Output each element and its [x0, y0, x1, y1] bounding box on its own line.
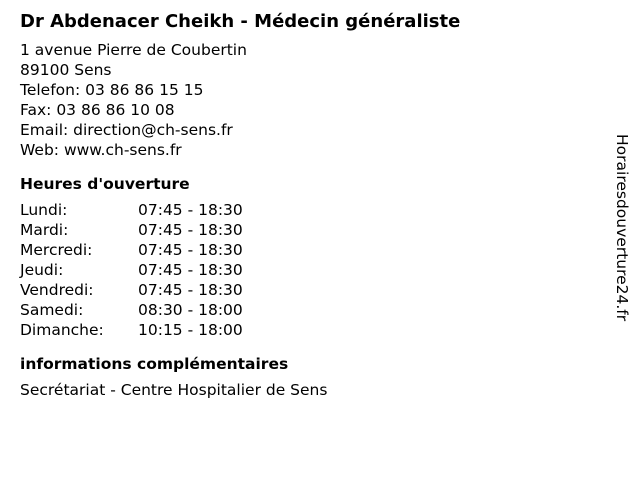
hours-day: Samedi: [20, 301, 84, 319]
phone-number: Telefon: 03 86 86 15 15 [20, 81, 204, 99]
additional-info-text: Secrétariat - Centre Hospitalier de Sens [20, 381, 328, 399]
email-address: Email: direction@ch-sens.fr [20, 121, 233, 139]
hours-row-thursday [20, 260, 600, 280]
opening-hours-heading: Heures d'ouverture [20, 175, 190, 193]
business-card [20, 8, 600, 400]
hours-row-monday [20, 200, 600, 220]
opening-hours-table [20, 200, 600, 340]
address-street: 1 avenue Pierre de Coubertin [20, 41, 247, 59]
contact-block [20, 40, 600, 160]
additional-info-heading: informations complémentaires [20, 355, 289, 373]
hours-day: Vendredi: [20, 281, 94, 299]
website: Web: www.ch-sens.fr [20, 141, 182, 159]
hours-time: 07:45 - 18:30 [138, 201, 243, 219]
watermark-text: Horairesdouverture24.fr [613, 134, 631, 322]
hours-row-sunday [20, 320, 600, 340]
hours-row-saturday [20, 300, 600, 320]
hours-row-friday [20, 280, 600, 300]
page-title: Dr Abdenacer Cheikh - Médecin généraliste [20, 11, 461, 32]
hours-day: Lundi: [20, 201, 68, 219]
hours-time: 07:45 - 18:30 [138, 221, 243, 239]
address-city: 89100 Sens [20, 61, 112, 79]
hours-day: Mercredi: [20, 241, 93, 259]
hours-row-tuesday [20, 220, 600, 240]
hours-time: 07:45 - 18:30 [138, 281, 243, 299]
hours-row-wednesday [20, 240, 600, 260]
hours-time: 07:45 - 18:30 [138, 261, 243, 279]
hours-day: Dimanche: [20, 321, 104, 339]
hours-time: 08:30 - 18:00 [138, 301, 243, 319]
hours-day: Jeudi: [20, 261, 64, 279]
fax-number: Fax: 03 86 86 10 08 [20, 101, 175, 119]
hours-time: 07:45 - 18:30 [138, 241, 243, 259]
hours-day: Mardi: [20, 221, 69, 239]
hours-time: 10:15 - 18:00 [138, 321, 243, 339]
